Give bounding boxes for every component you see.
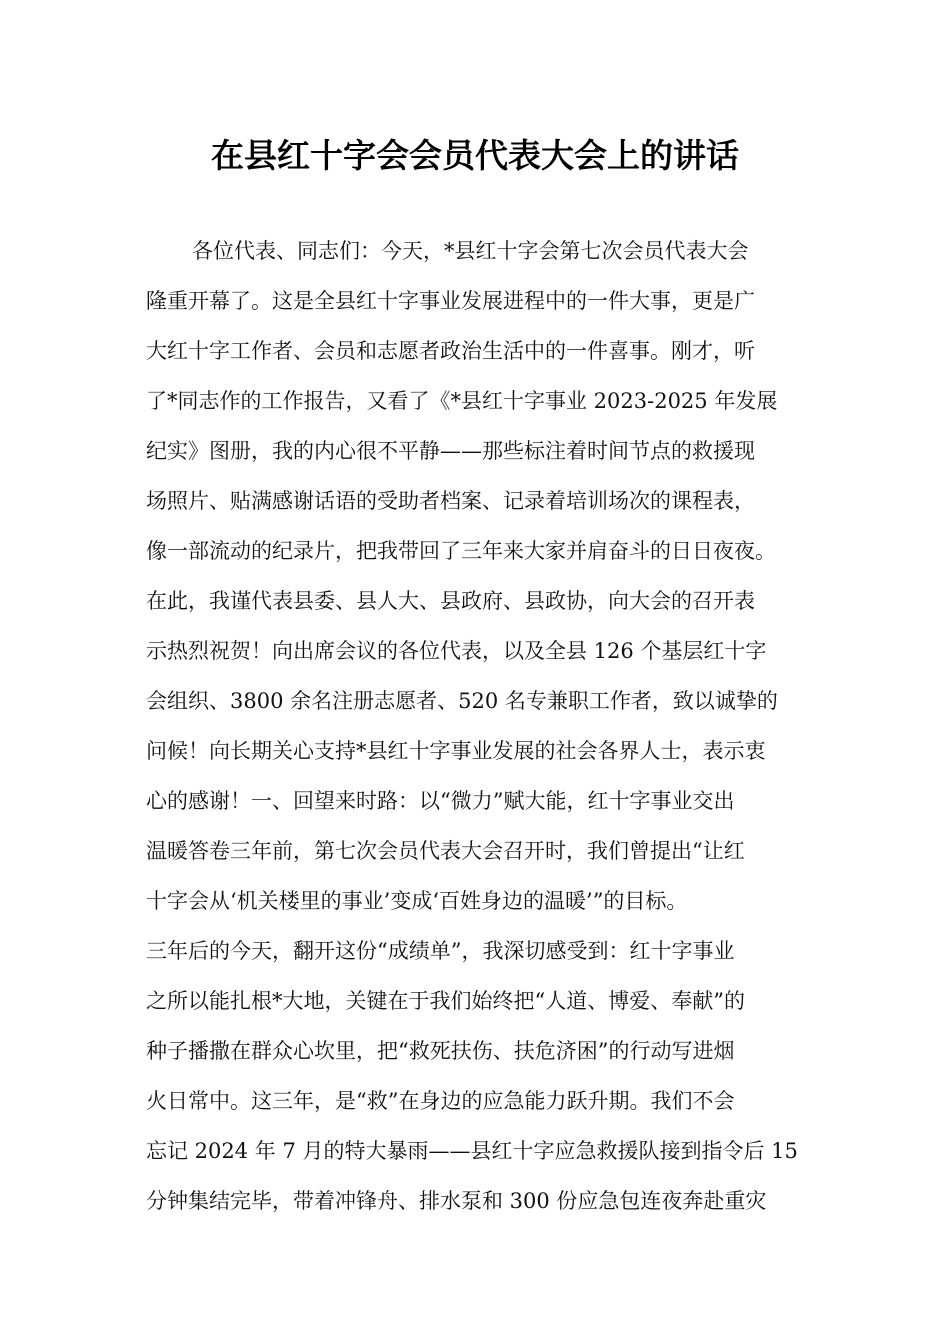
text-line: 之所以能扎根*大地，关键在于我们始终把“人道、博爱、奉献”的: [146, 989, 745, 1013]
text-line: 分钟集结完毕，带着冲锋舟、排水泵和 300 份应急包连夜奔赴重灾: [146, 1189, 767, 1213]
text-line: 示热烈祝贺！向出席会议的各位代表，以及全县 126 个基层红十字: [146, 639, 767, 663]
text-line: 各位代表、同志们：今天，*县红十字会第七次会员代表大会: [192, 239, 749, 263]
text-line: 纪实》图册，我的内心很不平静——那些标注着时间节点的救援现: [146, 439, 755, 463]
text-line: 场照片、贴满感谢话语的受助者档案、记录着培训场次的课程表，: [146, 489, 755, 513]
text-line: 像一部流动的纪录片，把我带回了三年来大家并肩奋斗的日日夜夜。: [146, 539, 776, 563]
text-line: 三年后的今天，翻开这份“成绩单”，我深切感受到：红十字事业: [146, 939, 735, 963]
document-title: 在县红十字会会员代表大会上的讲话: [211, 136, 739, 175]
text-line: 心的感谢！一、回望来时路：以“微力”赋大能，红十字事业交出: [146, 789, 735, 813]
text-line: 了*同志作的工作报告，又看了《*县红十字事业 2023-2025 年发展: [146, 389, 778, 413]
text-line: 大红十字工作者、会员和志愿者政治生活中的一件喜事。刚才，听: [146, 339, 755, 363]
text-line: 种子播撒在群众心坎里，把“救死扶伤、扶危济困”的行动写进烟: [146, 1039, 735, 1063]
text-line: 忘记 2024 年 7 月的特大暴雨——县红十字应急救援队接到指令后 15: [146, 1139, 798, 1163]
speech-body: [146, 226, 826, 1226]
text-line: 在此，我谨代表县委、县人大、县政府、县政协，向大会的召开表: [146, 589, 755, 613]
text-line: 火日常中。这三年，是“救”在身边的应急能力跃升期。我们不会: [146, 1089, 735, 1113]
text-line: 问候！向长期关心支持*县红十字事业发展的社会各界人士，表示衷: [146, 739, 766, 763]
text-line: 会组织、3800 余名注册志愿者、520 名专兼职工作者，致以诚挚的: [146, 689, 778, 713]
text-line: 隆重开幕了。这是全县红十字事业发展进程中的一件大事，更是广: [146, 289, 755, 313]
text-line: 十字会从‘机关楼里的事业’变成‘百姓身边的温暖’”的目标。: [146, 889, 688, 913]
text-line: 温暖答卷三年前，第七次会员代表大会召开时，我们曾提出“让红: [146, 839, 745, 863]
